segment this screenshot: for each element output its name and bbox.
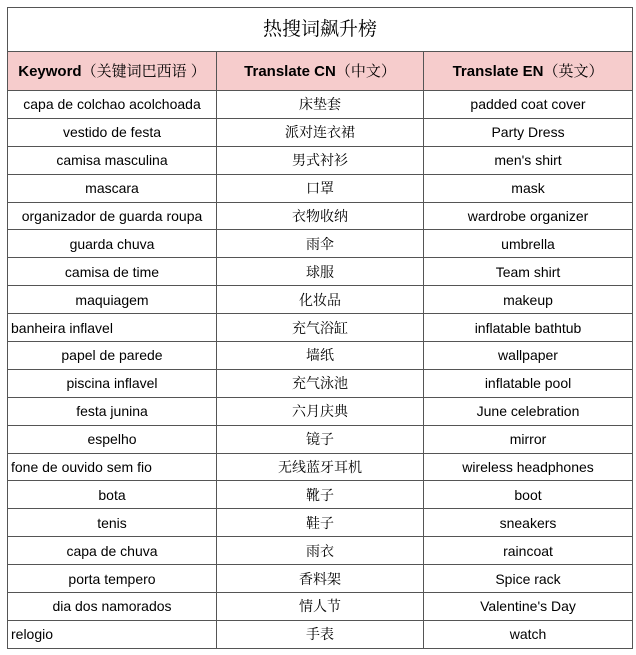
translate-cn-cell: 香料架 (217, 565, 424, 593)
translate-en-cell: sneakers (424, 509, 633, 537)
column-header-keyword (8, 52, 217, 91)
translate-en-cell: wallpaper (424, 342, 633, 370)
translate-en-cell: wardrobe organizer (424, 202, 633, 230)
translate-en-cell: mask (424, 174, 633, 202)
table-body (8, 91, 633, 649)
column-header-keyword-sub: （关键词巴西语 ） (81, 62, 206, 80)
table-row (8, 342, 633, 370)
table-row (8, 509, 633, 537)
keyword-cell: papel de parede (8, 342, 217, 370)
translate-en-cell: Party Dress (424, 118, 633, 146)
table-row (8, 202, 633, 230)
keyword-cell: banheira inflavel (8, 314, 217, 342)
keyword-cell: mascara (8, 174, 217, 202)
translate-en-cell: mirror (424, 425, 633, 453)
translate-cn-cell: 球服 (217, 258, 424, 286)
translate-cn-cell: 靴子 (217, 481, 424, 509)
translate-cn-cell: 墙纸 (217, 342, 424, 370)
table-row (8, 258, 633, 286)
translate-en-cell: inflatable pool (424, 369, 633, 397)
translate-cn-cell: 衣物收纳 (217, 202, 424, 230)
table-row (8, 118, 633, 146)
column-header-keyword-main: Keyword (18, 62, 82, 80)
translate-en-cell: June celebration (424, 397, 633, 425)
translate-cn-cell: 男式衬衫 (217, 146, 424, 174)
translate-en-cell: Spice rack (424, 565, 633, 593)
table-row (8, 146, 633, 174)
keyword-cell: espelho (8, 425, 217, 453)
table-row (8, 397, 633, 425)
table-row (8, 91, 633, 119)
keyword-cell: capa de chuva (8, 537, 217, 565)
keyword-cell: guarda chuva (8, 230, 217, 258)
column-header-translate-cn-main: Translate CN (244, 62, 336, 80)
table-row (8, 425, 633, 453)
translate-en-cell: umbrella (424, 230, 633, 258)
keyword-cell: bota (8, 481, 217, 509)
keyword-cell: vestido de festa (8, 118, 217, 146)
translate-cn-cell: 化妆品 (217, 286, 424, 314)
translate-en-cell: boot (424, 481, 633, 509)
column-header-translate-en-sub: （英文） (543, 62, 604, 80)
keyword-cell: camisa masculina (8, 146, 217, 174)
table-row (8, 593, 633, 621)
translate-en-cell: makeup (424, 286, 633, 314)
keyword-cell: tenis (8, 509, 217, 537)
keyword-cell: festa junina (8, 397, 217, 425)
translate-cn-cell: 六月庆典 (217, 397, 424, 425)
keyword-cell: dia dos namorados (8, 593, 217, 621)
table-row (8, 286, 633, 314)
translate-en-cell: Valentine's Day (424, 593, 633, 621)
translate-en-cell: men's shirt (424, 146, 633, 174)
translate-en-cell: Team shirt (424, 258, 633, 286)
keyword-cell: piscina inflavel (8, 369, 217, 397)
translate-cn-cell: 无线蓝牙耳机 (217, 453, 424, 481)
table-row (8, 369, 633, 397)
translate-cn-cell: 鞋子 (217, 509, 424, 537)
translate-en-cell: padded coat cover (424, 91, 633, 119)
translate-cn-cell: 镜子 (217, 425, 424, 453)
table-row (8, 565, 633, 593)
table-row (8, 620, 633, 648)
translate-cn-cell: 雨衣 (217, 537, 424, 565)
table-row (8, 481, 633, 509)
translate-cn-cell: 雨伞 (217, 230, 424, 258)
table-row (8, 174, 633, 202)
table-row (8, 453, 633, 481)
column-header-translate-cn-sub: （中文） (335, 62, 396, 80)
keyword-cell: porta tempero (8, 565, 217, 593)
keyword-cell: camisa de time (8, 258, 217, 286)
translate-cn-cell: 情人节 (217, 593, 424, 621)
keyword-cell: capa de colchao acolchoada (8, 91, 217, 119)
translate-en-cell: raincoat (424, 537, 633, 565)
keyword-cell: relogio (8, 620, 217, 648)
translate-cn-cell: 派对连衣裙 (217, 118, 424, 146)
translate-cn-cell: 口罩 (217, 174, 424, 202)
translate-cn-cell: 充气泳池 (217, 369, 424, 397)
table-title: 热搜词飙升榜 (8, 8, 633, 52)
keyword-cell: fone de ouvido sem fio (8, 453, 217, 481)
hot-keywords-table (7, 7, 633, 649)
translate-en-cell: watch (424, 620, 633, 648)
keyword-cell: organizador de guarda roupa (8, 202, 217, 230)
table-row (8, 314, 633, 342)
translate-cn-cell: 手表 (217, 620, 424, 648)
column-header-translate-cn (217, 52, 424, 91)
translate-en-cell: inflatable bathtub (424, 314, 633, 342)
translate-cn-cell: 床垫套 (217, 91, 424, 119)
table-row (8, 230, 633, 258)
keyword-cell: maquiagem (8, 286, 217, 314)
translate-cn-cell: 充气浴缸 (217, 314, 424, 342)
table-row (8, 537, 633, 565)
translate-en-cell: wireless headphones (424, 453, 633, 481)
column-header-translate-en (424, 52, 633, 91)
column-header-translate-en-main: Translate EN (452, 62, 544, 80)
